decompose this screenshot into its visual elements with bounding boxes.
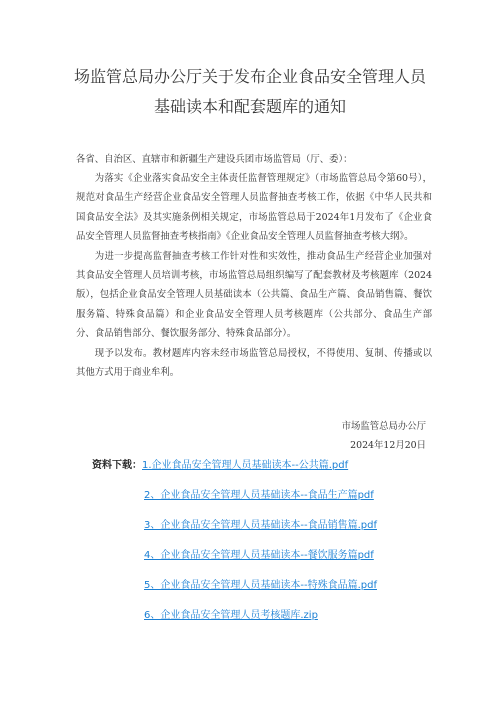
salutation <box>76 150 432 169</box>
download-link-public[interactable]: 1.企业食品安全管理人员基础读本--公共篇.pdf <box>142 460 349 471</box>
download-label: 资料下载： <box>92 460 142 471</box>
download-link-production[interactable]: 2、企业食品安全管理人员基础读本--食品生产篇pdf <box>144 490 374 501</box>
download-link-catering[interactable]: 4、企业食品安全管理人员基础读本--餐饮服务篇pdf <box>144 550 374 561</box>
download-link-sales[interactable]: 3、企业食品安全管理人员基础读本--食品销售篇.pdf <box>144 520 377 531</box>
notice-body <box>76 169 432 382</box>
download-row-5 <box>92 571 422 601</box>
download-link-question-bank[interactable]: 6、企业食品安全管理人员考核题库.zip <box>144 610 318 621</box>
download-row-2 <box>92 481 422 511</box>
download-link-special-food[interactable]: 5、企业食品安全管理人员基础读本--特殊食品篇.pdf <box>144 580 377 591</box>
salutation-text: 各省、自治区、直辖市和新疆生产建设兵团市场监管局（厅、委）： <box>76 154 353 165</box>
signature: 市场监管总局办公厅 <box>341 421 426 432</box>
download-row-6 <box>92 601 422 631</box>
download-row-4 <box>92 541 422 571</box>
download-row-1 <box>92 451 422 481</box>
paragraph-3: 现予以发布。教材题库内容未经市场监管总局授权，不得使用、复制、传播或以其他方式用于商业牟利。 <box>76 347 432 379</box>
paragraph-1: 为落实《企业落实食品安全主体责任监督管理规定》（市场监管总局令第60号），规范对食品生产经营企业食品安全管理人员监督抽查考核工作，依据《中华人民共和国食品安全法》及其实施条例相关规定，市场监管总局于2024年1月发布了《企业食品安全管理人员监督抽查考核指南》《企业食品安全管理人员监督抽查考核大纲》。 <box>76 173 432 243</box>
download-list <box>92 451 422 631</box>
issue-date: 2024年12月20日 <box>350 440 426 451</box>
page-title-line1: 场监管总局办公厅关于发布企业食品安全管理人员 <box>73 67 426 86</box>
page-title-line2: 基础读本和配套题库的通知 <box>153 97 346 116</box>
paragraph-2: 为进一步提高监督抽查考核工作针对性和实效性，推动食品生产经营企业加强对其食品安全管理人员培训考核，市场监管总局组织编写了配套教材及考核题库（2024版），包括企业食品安全管理人员基础读本（公共篇、食品生产篇、食品销售篇、餐饮服务篇、特殊食品篇）和企业食品安全管理人员考核题库（公共部分、食品生产部分、食品销售部分、餐饮服务部分、特殊食品部分）。 <box>76 250 432 340</box>
download-row-3 <box>92 511 422 541</box>
